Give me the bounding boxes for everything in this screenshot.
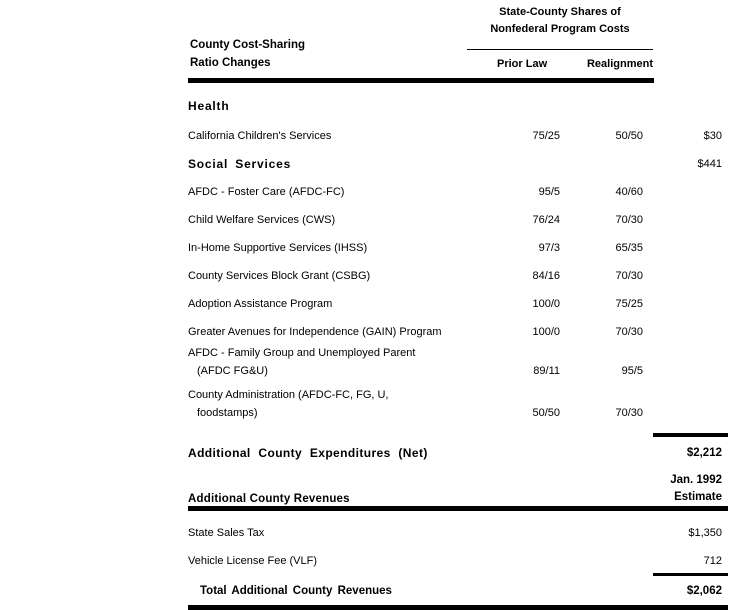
row-header-line1: County Cost-Sharing — [190, 39, 305, 51]
row-label — [188, 344, 488, 380]
row-label — [188, 386, 488, 422]
realignment-value: 75/25 — [615, 298, 643, 310]
table-row — [188, 232, 728, 260]
table-row — [188, 545, 728, 573]
expenditures-total-amount: $2,212 — [686, 447, 722, 459]
table-row — [188, 260, 728, 288]
column-group-header — [467, 4, 653, 73]
column-group-title — [467, 4, 653, 38]
amount-value: $1,350 — [688, 527, 722, 539]
table-row — [188, 176, 728, 204]
table-row-section-health — [188, 83, 728, 120]
amount-value: $441 — [697, 158, 722, 170]
table-header — [188, 0, 728, 78]
revenues-header-rule — [188, 506, 728, 511]
realignment-value: 70/30 — [615, 214, 643, 226]
expenditures-total-label: Additional County Expenditures (Net) — [188, 446, 428, 460]
column-header-prior-law: Prior Law — [497, 58, 548, 70]
revenues-title: Additional County Revenues — [188, 493, 350, 505]
table-row — [188, 120, 728, 148]
realignment-value: 40/60 — [615, 186, 643, 198]
table-row — [188, 344, 728, 380]
row-label-line2: (AFDC FG&U) — [197, 365, 268, 377]
table-row — [188, 517, 728, 545]
realignment-value: 70/30 — [615, 270, 643, 282]
revenues-header — [188, 472, 728, 506]
revenues-total-amount: $2,062 — [686, 585, 722, 597]
realignment-value: 70/30 — [615, 407, 643, 419]
table-row-section-social-services — [188, 148, 728, 176]
revenues-amount-header-line2: Estimate — [674, 491, 722, 503]
prior-law-value: 76/24 — [532, 214, 560, 226]
expenditures-total-row — [188, 437, 728, 465]
prior-law-value: 100/0 — [532, 326, 560, 338]
prior-law-value: 50/50 — [532, 407, 560, 419]
section-label: Social Services — [188, 157, 292, 171]
row-label: Greater Avenues for Independence (GAIN) Program — [188, 326, 442, 338]
revenues-total-row — [188, 576, 728, 603]
revenues-amount-header — [670, 472, 728, 506]
row-label: State Sales Tax — [188, 527, 265, 539]
column-labels — [467, 55, 653, 73]
column-group-underline — [467, 49, 653, 50]
prior-law-value: 89/11 — [533, 365, 560, 377]
revenues-total-label: Total Additional County Revenues — [200, 585, 392, 597]
row-label-line2: foodstamps) — [197, 407, 258, 419]
column-group-title-line2: Nonfederal Program Costs — [490, 23, 630, 35]
column-header-realignment: Realignment — [586, 58, 653, 70]
table-row — [188, 380, 728, 425]
row-label: Adoption Assistance Program — [188, 298, 333, 310]
table-row — [188, 288, 728, 316]
column-group-title-line1: State-County Shares of — [499, 6, 621, 18]
section-label: Health — [188, 99, 230, 113]
table-row — [188, 204, 728, 232]
prior-law-value: 95/5 — [538, 186, 560, 198]
amount-value: $30 — [703, 130, 722, 142]
prior-law-value: 97/3 — [538, 242, 560, 254]
prior-law-value: 100/0 — [532, 298, 560, 310]
realignment-value: 95/5 — [621, 365, 643, 377]
cost-sharing-table — [188, 0, 728, 610]
row-label: Vehicle License Fee (VLF) — [188, 555, 318, 567]
row-header-title — [190, 36, 305, 72]
amount-value: 712 — [703, 555, 722, 567]
prior-law-value: 75/25 — [532, 130, 560, 142]
realignment-value: 70/30 — [615, 326, 643, 338]
row-label: In-Home Supportive Services (IHSS) — [188, 242, 368, 254]
prior-law-value: 84/16 — [532, 270, 560, 282]
row-header-line2: Ratio Changes — [190, 57, 271, 69]
row-label: California Children's Services — [188, 130, 332, 142]
realignment-value: 50/50 — [615, 130, 643, 142]
row-label: Child Welfare Services (CWS) — [188, 214, 336, 226]
table-bottom-rule — [188, 605, 728, 610]
realignment-value: 65/35 — [615, 242, 643, 254]
row-label: AFDC - Foster Care (AFDC-FC) — [188, 186, 345, 198]
table-row — [188, 316, 728, 344]
row-label-line1: AFDC - Family Group and Unemployed Parent — [188, 347, 416, 359]
row-label-line1: County Administration (AFDC-FC, FG, U, — [188, 389, 389, 401]
row-label: County Services Block Grant (CSBG) — [188, 270, 371, 282]
revenues-amount-header-line1: Jan. 1992 — [670, 474, 722, 486]
